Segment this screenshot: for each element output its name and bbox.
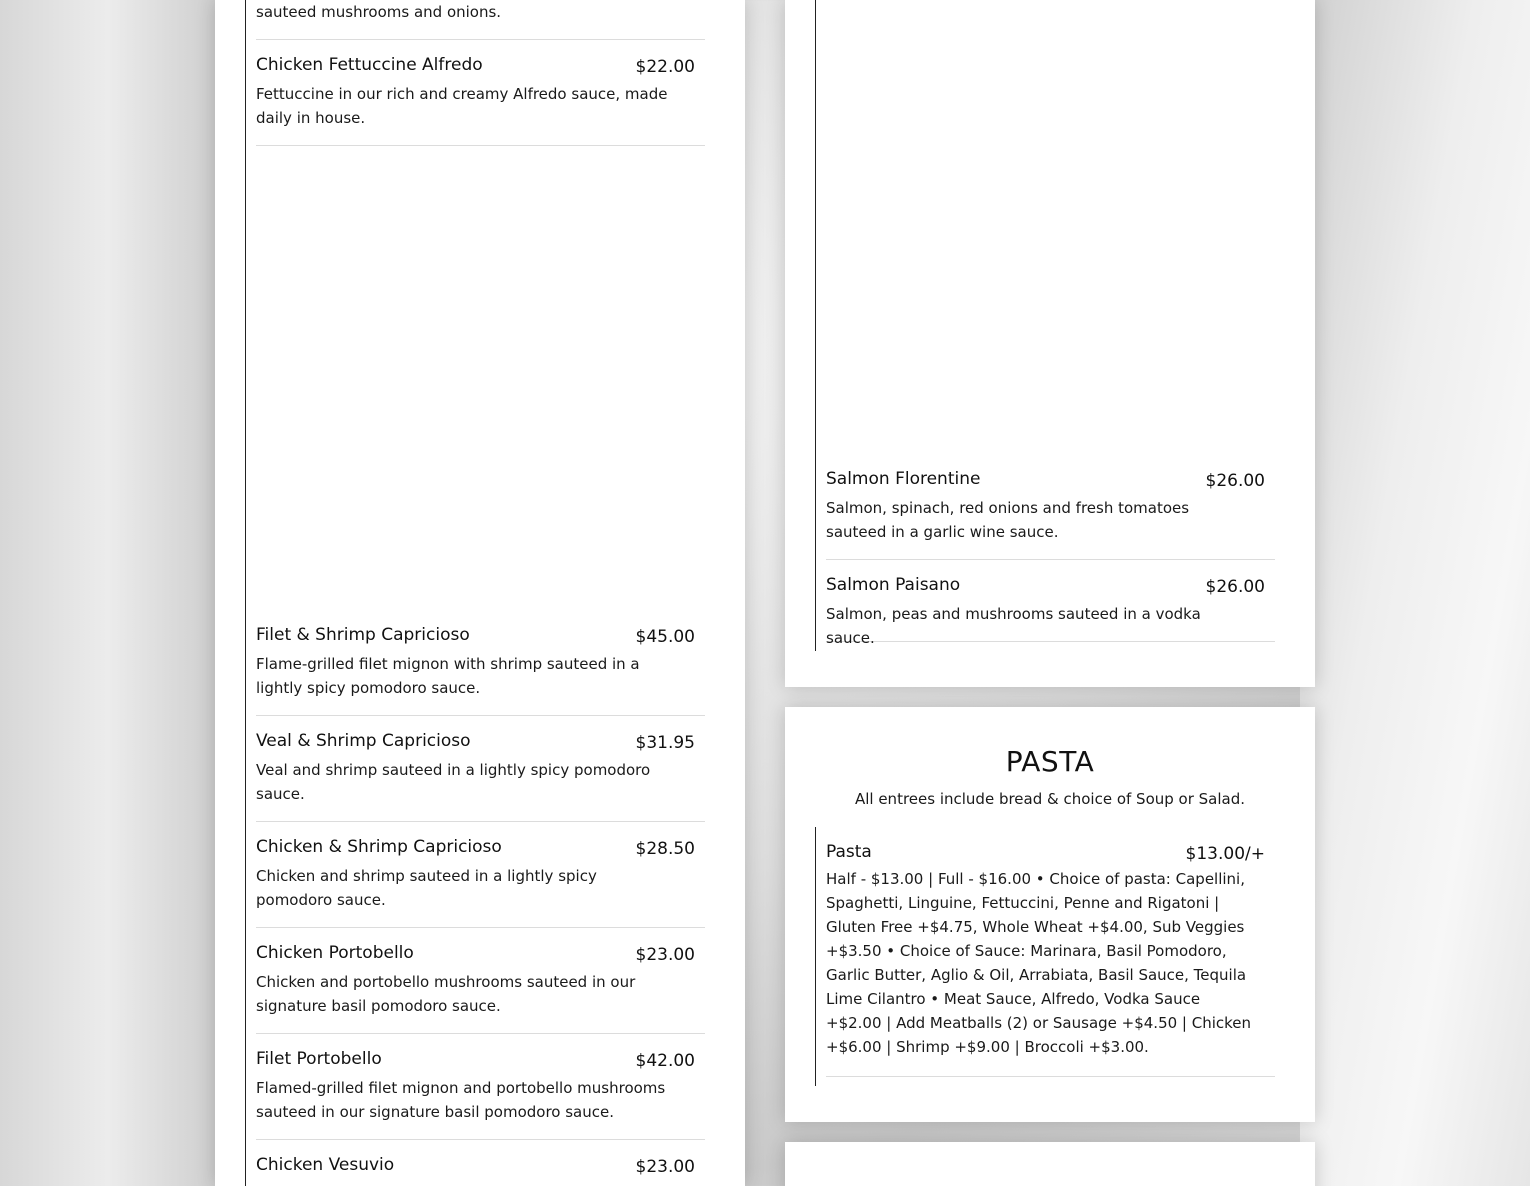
- item-price: $23.00: [635, 1157, 695, 1177]
- item-description: Salmon, peas and mushrooms sauteed in a vodka sauce.: [826, 605, 1201, 647]
- item-price: $31.95: [635, 733, 695, 753]
- item-description: Flame-grilled filet mignon with shrimp sauteed in a lightly spicy pomodoro sauce.: [256, 655, 640, 697]
- menu-divider-line: [245, 0, 246, 1186]
- section-note: All entrees include bread & choice of Soup or Salad.: [854, 790, 1246, 808]
- item-name: Chicken Fettuccine Alfredo: [256, 55, 483, 75]
- menu-divider-line: [815, 827, 816, 1086]
- page-background-left: [0, 0, 215, 1186]
- menu-item-chicken-shrimp-capricioso[interactable]: [256, 836, 705, 928]
- item-name: Veal & Shrimp Capricioso: [256, 731, 471, 751]
- menu-item-pasta[interactable]: [826, 841, 1275, 1077]
- menu-item-veal-shrimp-capricioso[interactable]: [256, 730, 705, 822]
- menu-card-entrees-left: [215, 0, 745, 1186]
- item-price: $22.00: [635, 57, 695, 77]
- item-name: Chicken Portobello: [256, 943, 414, 963]
- menu-divider-line: [815, 0, 816, 651]
- item-divider: [256, 39, 705, 40]
- item-name: Filet & Shrimp Capricioso: [256, 625, 470, 645]
- item-description: Half - $13.00 | Full - $16.00 • Choice of pasta: Capellini, Spaghetti, Linguine, Fettuccini, Penne and Rigatoni | Gluten Free +$4.75, Whole Wheat +$4.00, Sub Veggies +$3.50 • Choice of Sauce: Marinara, Basil Pomodoro, Garlic Butter, Aglio & Oil, Arrabiata, Basil Sauce, Tequila Lime Cilantro • Meat Sauce, Alfredo, Vodka Sauce +$2.00 | Add Meatballs (2) or Sausage +$4.50 | Chicken +$6.00 | Shrimp +$9.00 | Broccoli +$3.00.: [826, 870, 1252, 1056]
- item-name: Salmon Florentine: [826, 469, 981, 489]
- item-price: $42.00: [635, 1051, 695, 1071]
- item-description: Flamed-grilled filet mignon and portobello mushrooms sauteed in our signature basil pomodoro sauce.: [256, 1079, 666, 1121]
- menu-item-chicken-portobello[interactable]: [256, 942, 705, 1034]
- item-price: $26.00: [1205, 577, 1265, 597]
- item-description: Chicken and shrimp sauteed in a lightly spicy pomodoro sauce.: [256, 867, 597, 909]
- menu-item-salmon-florentine[interactable]: [826, 468, 1275, 560]
- menu-item-filet-shrimp-capricioso[interactable]: [256, 624, 705, 716]
- item-description: Veal and shrimp sauteed in a lightly spicy pomodoro sauce.: [256, 761, 651, 803]
- item-description: Fettuccine in our rich and creamy Alfredo sauce, made daily in house.: [256, 85, 668, 127]
- item-description: Salmon, spinach, red onions and fresh tomatoes sauteed in a garlic wine sauce.: [826, 499, 1190, 541]
- item-name: Pasta: [826, 842, 872, 862]
- menu-card-entrees-right: [785, 0, 1315, 687]
- item-name: Chicken & Shrimp Capricioso: [256, 837, 502, 857]
- menu-item-salmon-paisano[interactable]: [826, 574, 1275, 647]
- menu-item-filet-portobello[interactable]: [256, 1048, 705, 1140]
- previous-item-description-fragment: sauteed mushrooms and onions.: [256, 3, 502, 21]
- item-name: Filet Portobello: [256, 1049, 382, 1069]
- menu-item-chicken-vesuvio[interactable]: [256, 1154, 705, 1186]
- item-price: $26.00: [1205, 471, 1265, 491]
- section-title: PASTA: [1005, 745, 1095, 778]
- item-description: Chicken and portobello mushrooms sauteed in our signature basil pomodoro sauce.: [256, 973, 636, 1015]
- item-price: $28.50: [635, 839, 695, 859]
- menu-card-next-section: [785, 1142, 1315, 1186]
- item-name: Chicken Vesuvio: [256, 1155, 395, 1175]
- item-price: $13.00/+: [1185, 844, 1265, 864]
- item-price: $45.00: [635, 627, 695, 647]
- page-background-right: [1300, 0, 1530, 1186]
- menu-card-pasta: [785, 707, 1315, 1122]
- item-price: $23.00: [635, 945, 695, 965]
- item-name: Salmon Paisano: [826, 575, 961, 595]
- menu-item-chicken-fettuccine-alfredo[interactable]: [256, 54, 705, 146]
